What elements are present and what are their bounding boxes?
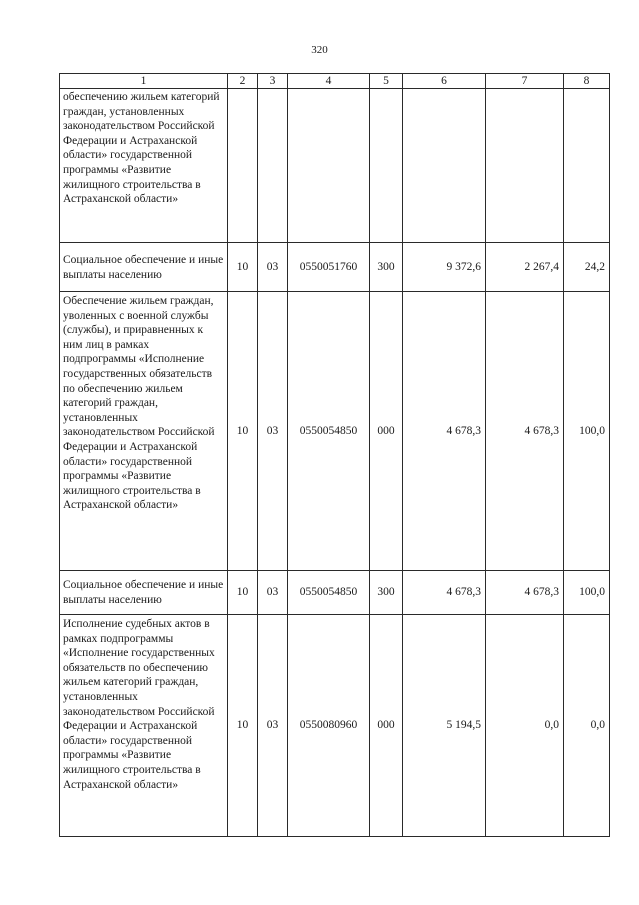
row-planned: 4 678,3 (403, 292, 486, 571)
row-percent: 0,0 (564, 615, 610, 837)
row-expense-type (370, 89, 403, 243)
row-executed: 2 267,4 (486, 243, 564, 292)
row-subsection: 03 (258, 292, 288, 571)
header-row (60, 74, 610, 89)
table-row (60, 571, 610, 615)
row-subsection: 03 (258, 571, 288, 615)
header-cell-1: 1 (60, 74, 228, 89)
row-name: Социальное обеспечение и иные выплаты населению (60, 571, 228, 615)
row-name: Обеспечение жильем граждан, уволенных с военной службы (службы), и приравненных к ним лиц в рамках подпрограммы «Исполнение государственных обязательств по обеспечению жильем категорий граждан, установленных законодательством Российской Федерации и Астраханской области» государственной программы «Развитие жилищного строительства в Астраханской области» (60, 292, 228, 571)
row-executed: 0,0 (486, 615, 564, 837)
row-expense-type: 300 (370, 571, 403, 615)
row-percent: 100,0 (564, 571, 610, 615)
table-row (60, 243, 610, 292)
row-percent (564, 89, 610, 243)
row-executed: 4 678,3 (486, 292, 564, 571)
page-number: 320 (311, 44, 328, 56)
table-row (60, 89, 610, 243)
row-executed (486, 89, 564, 243)
row-subsection: 03 (258, 615, 288, 837)
row-section: 10 (228, 292, 258, 571)
row-section: 10 (228, 243, 258, 292)
row-target-code (288, 89, 370, 243)
row-section: 10 (228, 571, 258, 615)
row-section (228, 89, 258, 243)
row-target-code: 0550054850 (288, 292, 370, 571)
header-cell-4: 4 (288, 74, 370, 89)
row-expense-type: 000 (370, 292, 403, 571)
row-percent: 24,2 (564, 243, 610, 292)
row-planned: 5 194,5 (403, 615, 486, 837)
header-cell-2: 2 (228, 74, 258, 89)
row-planned (403, 89, 486, 243)
row-name: обеспечению жильем категорий граждан, установленных законодательством Российской Федерации и Астраханской области» государственной программы «Развитие жилищного строительства в Астраханской области» (60, 89, 228, 243)
row-planned: 4 678,3 (403, 571, 486, 615)
header-cell-8: 8 (564, 74, 610, 89)
row-executed: 4 678,3 (486, 571, 564, 615)
row-section: 10 (228, 615, 258, 837)
row-name: Исполнение судебных актов в рамках подпрограммы «Исполнение государственных обязательств по обеспечению жильем категорий граждан, установленных законодательством Российской Федерации и Астраханской области» государственной программы «Развитие жилищного строительства в Астраханской области» (60, 615, 228, 837)
table-row (60, 615, 610, 837)
header-cell-3: 3 (258, 74, 288, 89)
row-target-code: 0550080960 (288, 615, 370, 837)
row-subsection (258, 89, 288, 243)
row-expense-type: 300 (370, 243, 403, 292)
header-cell-6: 6 (403, 74, 486, 89)
row-name: Социальное обеспечение и иные выплаты населению (60, 243, 228, 292)
row-subsection: 03 (258, 243, 288, 292)
row-expense-type: 000 (370, 615, 403, 837)
header-cell-5: 5 (370, 74, 403, 89)
row-target-code: 0550054850 (288, 571, 370, 615)
row-target-code: 0550051760 (288, 243, 370, 292)
header-cell-7: 7 (486, 74, 564, 89)
row-planned: 9 372,6 (403, 243, 486, 292)
row-percent: 100,0 (564, 292, 610, 571)
table-row (60, 292, 610, 571)
budget-table (59, 73, 610, 837)
